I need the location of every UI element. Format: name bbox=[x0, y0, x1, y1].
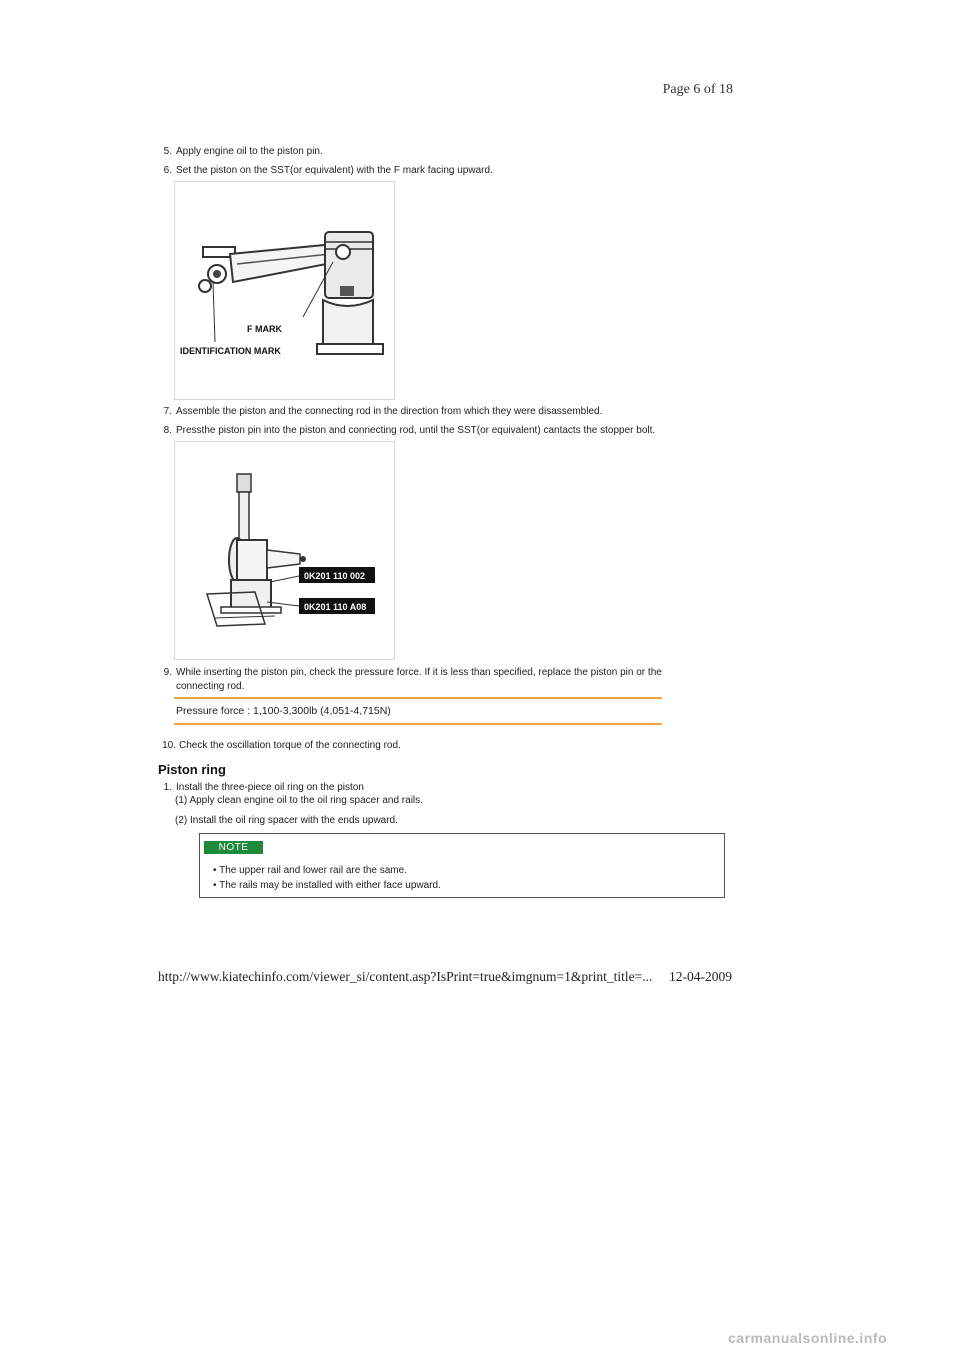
note-line-2: • The rails may be installed with either face upward. bbox=[213, 880, 441, 891]
piston-connecting-rod-illustration bbox=[175, 182, 394, 399]
step-text: Check the oscillation torque of the connecting rod. bbox=[179, 740, 401, 751]
step-text: Set the piston on the SST(or equivalent) with the F mark facing upward. bbox=[176, 165, 493, 176]
step-number: 10. bbox=[162, 740, 176, 751]
step-9-continued: connecting rod. bbox=[176, 681, 245, 692]
step-text: While inserting the piston pin, check the pressure force. If it is less than specified, replace the piston pin or the bbox=[176, 667, 662, 678]
label-identification-mark: IDENTIFICATION MARK bbox=[180, 346, 281, 356]
pressure-force-spec: Pressure force : 1,100-3,300lb (4,051-4,715N) bbox=[176, 705, 391, 717]
step-number: 8. bbox=[163, 425, 172, 436]
step-number: 6. bbox=[163, 165, 172, 176]
step-8 bbox=[158, 424, 655, 437]
step-number: 7. bbox=[163, 406, 172, 417]
step-number: 5. bbox=[163, 146, 172, 157]
footer-url: http://www.kiatechinfo.com/viewer_si/content.asp?IsPrint=true&imgnum=1&print_title=... bbox=[158, 969, 653, 984]
figure-piston-on-sst bbox=[174, 181, 395, 400]
label-f-mark: F MARK bbox=[247, 324, 282, 334]
note-badge: NOTE bbox=[204, 841, 263, 854]
step-text: Apply engine oil to the piston pin. bbox=[176, 146, 323, 157]
piston-pin-press-illustration bbox=[175, 442, 394, 659]
watermark: carmanualsonline.info bbox=[728, 1330, 888, 1346]
footer-date: 12-04-2009 bbox=[669, 969, 732, 984]
spec-top-rule bbox=[174, 697, 662, 699]
page-number: Page 6 of 18 bbox=[662, 82, 733, 97]
tool-number-1: 0K201 110 002 bbox=[304, 571, 366, 581]
note-box bbox=[199, 833, 725, 898]
step-5 bbox=[158, 145, 323, 158]
step-10 bbox=[158, 739, 401, 752]
step-number: 9. bbox=[163, 667, 172, 678]
step-6 bbox=[158, 164, 493, 177]
step-number: 1. bbox=[163, 782, 172, 793]
step-text: Install the three-piece oil ring on the piston bbox=[176, 782, 364, 793]
section-title-piston-ring: Piston ring bbox=[158, 762, 226, 777]
step-text: Pressthe piston pin into the piston and connecting rod, until the SST(or equivalent) cantacts the stopper bolt. bbox=[176, 425, 656, 436]
spec-bottom-rule bbox=[174, 723, 662, 725]
note-line-1: • The upper rail and lower rail are the same. bbox=[213, 865, 407, 876]
step-7 bbox=[158, 405, 602, 418]
piston-ring-step-1 bbox=[158, 781, 364, 794]
step-9 bbox=[158, 666, 662, 679]
piston-ring-substep-2: (2) Install the oil ring spacer with the ends upward. bbox=[175, 815, 398, 826]
figure-piston-pin-press bbox=[174, 441, 395, 660]
piston-ring-substep-1: (1) Apply clean engine oil to the oil ring spacer and rails. bbox=[175, 795, 423, 806]
step-text: Assemble the piston and the connecting rod in the direction from which they were disassembled. bbox=[176, 406, 603, 417]
tool-number-2: 0K201 110 A08 bbox=[304, 602, 367, 612]
